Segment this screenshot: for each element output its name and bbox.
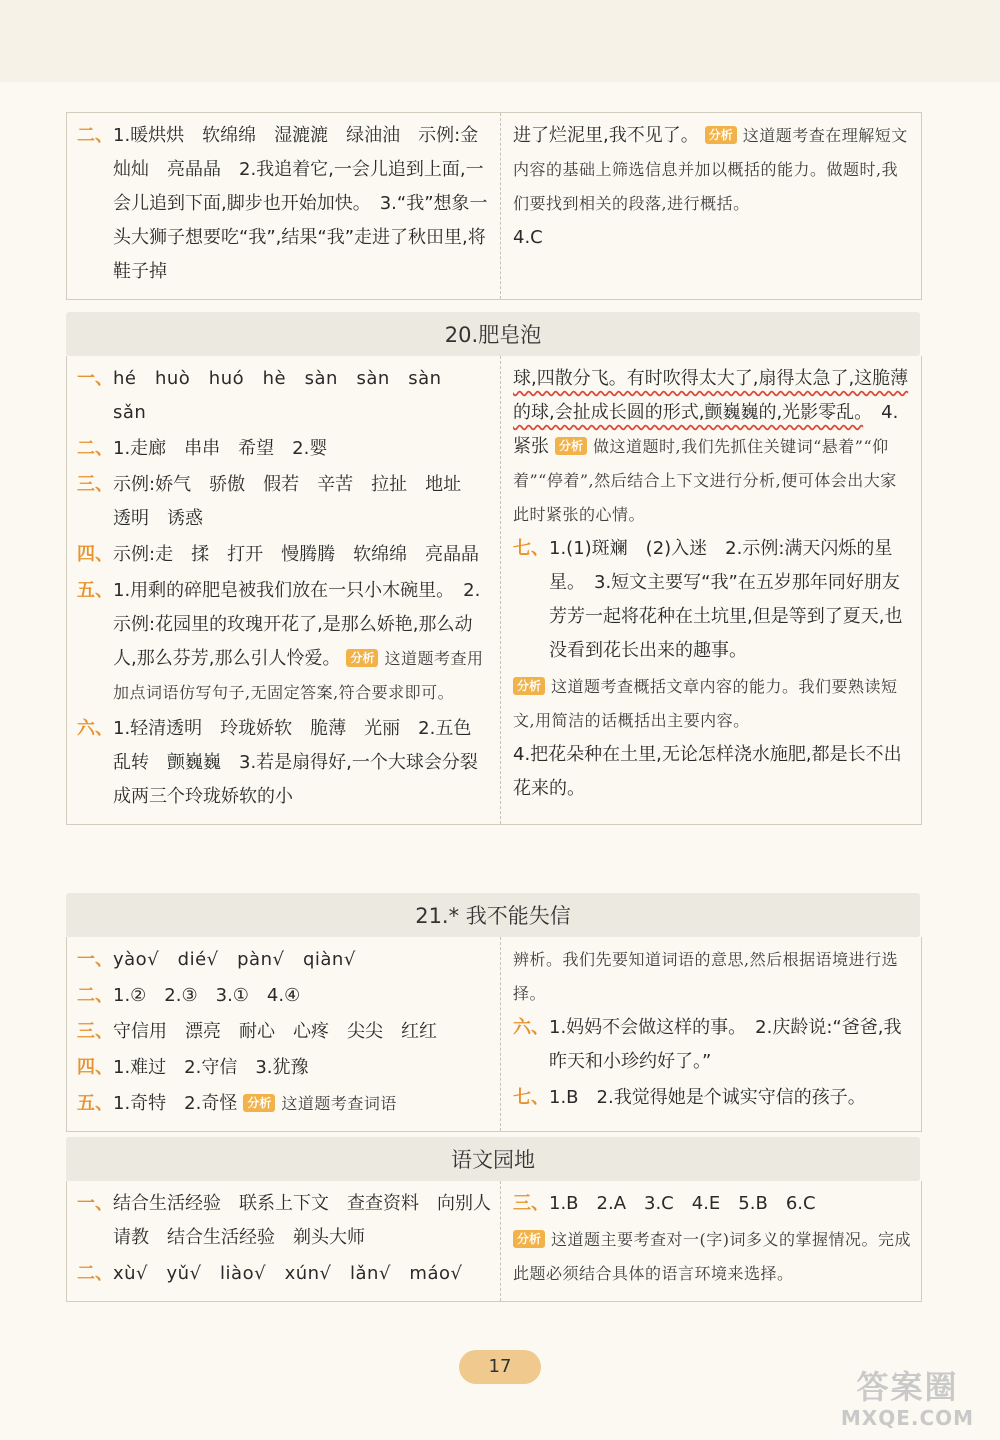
item-text: 1.B 2.A 3.C 4.E 5.B 6.C xyxy=(549,1193,816,1214)
watermark-logo xyxy=(820,1368,995,1438)
item-marker: 五、 xyxy=(77,1093,113,1114)
item-marker: 四、 xyxy=(77,1057,113,1078)
section-title: 21.* 我不能失信 xyxy=(66,893,920,937)
answer-item xyxy=(513,1187,913,1221)
section-19-left-column xyxy=(67,113,501,299)
item-text: yào√ dié√ pàn√ qiàn√ xyxy=(113,949,356,970)
item-text: 1.② 2.③ 3.① 4.④ xyxy=(113,985,301,1006)
answer-item xyxy=(77,1015,492,1049)
item-text-with-note xyxy=(113,574,492,710)
answer-item xyxy=(77,468,492,536)
item-marker: 三、 xyxy=(77,474,113,495)
answer-text: 进了烂泥里,我不见了。 xyxy=(513,125,699,146)
item-marker: 二、 xyxy=(77,985,113,1006)
item-marker: 一、 xyxy=(77,949,113,970)
page-number: 17 xyxy=(459,1350,541,1384)
section-title: 20.肥皂泡 xyxy=(66,312,920,356)
item-text: 1.B 2.我觉得她是个诚实守信的孩子。 xyxy=(549,1087,866,1108)
section-21-right-column xyxy=(501,937,921,1131)
answer-item xyxy=(77,119,492,289)
answer-item xyxy=(77,432,492,466)
section-21 xyxy=(66,893,920,1132)
item-marker: 三、 xyxy=(77,1021,113,1042)
garden-left-column xyxy=(67,1181,501,1301)
section-20 xyxy=(66,312,920,825)
section-20-columns xyxy=(66,356,922,825)
analysis-badge: 分析 xyxy=(346,649,378,667)
item-marker: 六、 xyxy=(513,1017,549,1038)
analysis-paragraph xyxy=(513,1223,913,1291)
analysis-badge: 分析 xyxy=(513,1230,545,1248)
item-marker: 七、 xyxy=(513,1087,549,1108)
top-band xyxy=(0,0,1000,82)
item-marker: 六、 xyxy=(77,718,113,739)
item-text: 1.用剩的碎肥皂被我们放在一只小木碗里。 2.示例:花园里的玫瑰开花了,是那么娇艳,那么动人,那么芬芳,那么引人怜爱。 xyxy=(113,580,481,669)
analysis-note: 这道题考查概括文章内容的能力。我们要熟读短文,用简洁的话概括出主要内容。 xyxy=(513,677,898,730)
item-text: 守信用 漂亮 耐心 心疼 尖尖 红红 xyxy=(113,1021,437,1042)
answer-item xyxy=(77,362,492,430)
watermark-text-cn: 答案圈 xyxy=(856,1368,959,1406)
item-text: 1.走廊 串串 希望 2.婴 xyxy=(113,438,328,459)
section-19-columns xyxy=(66,112,922,300)
answer-paragraph xyxy=(513,119,913,221)
analysis-badge: 分析 xyxy=(555,437,587,455)
item-marker: 五、 xyxy=(77,580,113,601)
section-chinese-garden xyxy=(66,1137,920,1302)
item-text: 1.暖烘烘 软绵绵 湿漉漉 绿油油 示例:金灿灿 亮晶晶 2.我追着它,一会儿追到上面,一会儿追到下面,脚步也开始加快。 3.“我”想象一头大狮子想要吃“我”,结果“我”走进了秋田里,将鞋子掉 xyxy=(113,125,488,282)
item-text: 示例:娇气 骄傲 假若 辛苦 拉扯 地址 透明 诱惑 xyxy=(113,474,480,529)
garden-columns xyxy=(66,1181,922,1302)
answer-item-4: 4.C xyxy=(513,227,543,248)
answer-item-4: 4.紧张 xyxy=(513,402,899,457)
section-20-left-column xyxy=(67,356,501,824)
watermark-text-en: MXQE.COM xyxy=(840,1406,975,1430)
item-marker: 一、 xyxy=(77,1193,113,1214)
analysis-badge: 分析 xyxy=(243,1094,275,1112)
item-text: 1.妈妈不会做这样的事。 2.庆龄说:“爸爸,我昨天和小珍约好了。” xyxy=(549,1017,902,1072)
item-marker: 三、 xyxy=(513,1193,549,1214)
garden-right-column xyxy=(501,1181,921,1301)
item-marker: 七、 xyxy=(513,538,549,559)
item-text: hé huò huó hè sàn sàn sàn sǎn xyxy=(113,368,461,423)
section-21-left-column xyxy=(67,937,501,1131)
answer-paragraph xyxy=(513,362,913,532)
section-19-continued xyxy=(66,112,920,300)
underlined-answer: 球,四散分飞。有时吹得太大了,扇得太急了,这脆薄的球,会扯成长圆的形式,颤巍巍的,光影零乱。 xyxy=(513,368,909,423)
answer-item-4: 4.把花朵种在土里,无论怎样浇水施肥,都是长不出花来的。 xyxy=(513,744,902,799)
answer-item xyxy=(77,712,492,814)
answer-item xyxy=(77,1257,492,1291)
item-text: 1.轻清透明 玲珑娇软 脆薄 光丽 2.五色 乱转 颤巍巍 3.若是扇得好,一个大球会分裂成两三个玲珑娇软的小 xyxy=(113,718,490,807)
item-text: xù√ yǔ√ liào√ xún√ lǎn√ máo√ xyxy=(113,1263,463,1284)
analysis-note: 做这道题时,我们先抓住关键词“悬着”“仰着”“停着”,然后结合上下文进行分析,便可体会出大家此时紧张的心情。 xyxy=(513,437,897,524)
answer-item xyxy=(77,1187,492,1255)
item-marker: 一、 xyxy=(77,368,113,389)
answer-item xyxy=(77,1051,492,1085)
analysis-note-continued: 辨析。我们先要知道词语的意思,然后根据语境进行选择。 xyxy=(513,950,899,1003)
analysis-badge: 分析 xyxy=(513,677,545,695)
analysis-paragraph xyxy=(513,670,913,738)
analysis-badge: 分析 xyxy=(705,126,737,144)
item-text: 1.难过 2.守信 3.犹豫 xyxy=(113,1057,309,1078)
item-text: 1.(1)斑斓 (2)入迷 2.示例:满天闪烁的星星。 3.短文主要写“我”在五岁那年同好朋友芳芳一起将花种在土坑里,但是等到了夏天,也没看到花长出来的趣事。 xyxy=(549,538,903,661)
answer-item xyxy=(77,943,492,977)
answer-item xyxy=(513,1011,913,1079)
answer-item xyxy=(513,532,913,668)
analysis-note: 这道题考查词语 xyxy=(281,1094,397,1113)
item-text: 结合生活经验 联系上下文 查查资料 向别人请教 结合生活经验 剃头大师 xyxy=(113,1193,491,1248)
item-text: 1.奇特 2.奇怪 xyxy=(113,1093,238,1114)
section-title: 语文园地 xyxy=(66,1137,920,1181)
section-20-right-column xyxy=(501,356,921,824)
item-marker: 二、 xyxy=(77,125,113,146)
analysis-note: 这道题考查在理解短文内容的基础上筛选信息并加以概括的能力。做题时,我们要找到相关的段落,进行概括。 xyxy=(513,126,908,213)
answer-item xyxy=(513,1081,913,1115)
item-text-with-note xyxy=(113,1087,492,1121)
item-marker: 二、 xyxy=(77,1263,113,1284)
answer-item xyxy=(77,1087,492,1121)
item-text: 示例:走 揉 打开 慢腾腾 软绵绵 亮晶晶 xyxy=(113,544,480,565)
answer-item xyxy=(77,574,492,710)
section-21-columns xyxy=(66,937,922,1132)
section-19-right-column xyxy=(501,113,921,299)
answer-item xyxy=(77,979,492,1013)
item-marker: 二、 xyxy=(77,438,113,459)
analysis-note: 这道题主要考查对一(字)词多义的掌握情况。完成此题必须结合具体的语言环境来选择。 xyxy=(513,1230,912,1283)
item-marker: 四、 xyxy=(77,544,113,565)
answer-item xyxy=(77,538,492,572)
analysis-note: 这道题考查用加点词语仿写句子,无固定答案,符合要求即可。 xyxy=(113,649,484,702)
